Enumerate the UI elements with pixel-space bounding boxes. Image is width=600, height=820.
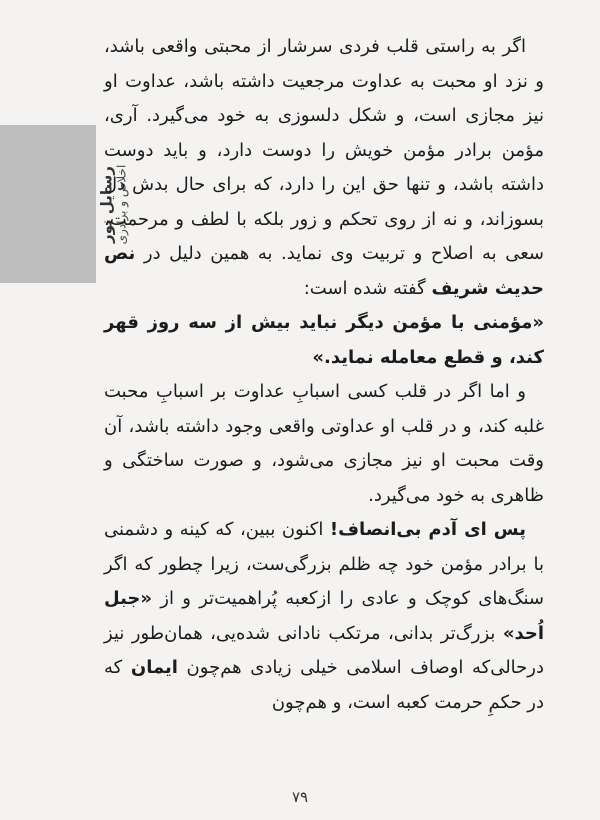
paragraph-3-text-1: اکنون ببین، که کینه و دشمنی با برادر مؤمن خود چه ظلم بزرگی‌ست، زیرا چطور که اگر سنگ‌های کوچک و عادی را ازکعبه پُراهمیت‌تر و از — [104, 519, 544, 609]
running-head-tab — [0, 125, 96, 283]
paragraph-1 — [104, 30, 544, 306]
hadith-reference: نص حدیث شریف — [104, 243, 544, 299]
iman-bold: ایمان — [130, 657, 178, 678]
mount-uhud: «جبل اُحد» — [104, 588, 544, 644]
exclamation-bold: پس ای آدم بی‌انصاف! — [329, 519, 526, 540]
paragraph-3 — [104, 513, 544, 720]
page-body — [104, 30, 544, 790]
section-title: اخلاص و برادری — [114, 165, 129, 245]
paragraph-3-text-2: بزرگ‌تر بدانی، مرتکب نادانی شده‌یی، همان‌طور نیز درحالی‌که اوصاف اسلامی خیلی زیادی هم‌چون — [104, 622, 544, 678]
paragraph-1-end: گفته شده است: — [303, 277, 426, 299]
page-number: ۷۹ — [291, 788, 309, 806]
paragraph-2: و اما اگر در قلب کسی اسبابِ عداوت بر اسبابِ محبت غلبه کند، و در قلب او عداوتی واقعی وجود داشته باشد، آن وقت محبت او نیز مجازی می‌شود، و صورت ساختگی و ظاهری به خود می‌گیرد. — [104, 381, 544, 506]
hadith-quote: «مؤمنی با مؤمن دیگر نباید بیش از سه روز قهر کند، و قطع معامله نماید.» — [104, 312, 544, 368]
paragraph-3-text-3: که در حکمِ حرمت کعبه است، و هم‌چون — [104, 657, 544, 713]
paragraph-1-text: اگر به راستی قلب فردی سرشار از محبتی واقعی باشد، و نزد او محبت به عداوت مرجعیت داشته باشد، عداوت او نیز مجازی است، و شکل دلسوزی به خود می‌گیرد. آری، مؤمن برادر مؤمن خویش را دوست دارد، و باید دوست داشته باشد، و تنها حق این را دارد، که برای حال بدش دل بسوزاند، و نه از روی تحکم و زور بلکه با لطف و مرحمت، سعی به اصلاح و تربیت وی نماید. به همین دلیل در — [104, 36, 544, 264]
book-title: رسایل نور — [97, 166, 116, 244]
